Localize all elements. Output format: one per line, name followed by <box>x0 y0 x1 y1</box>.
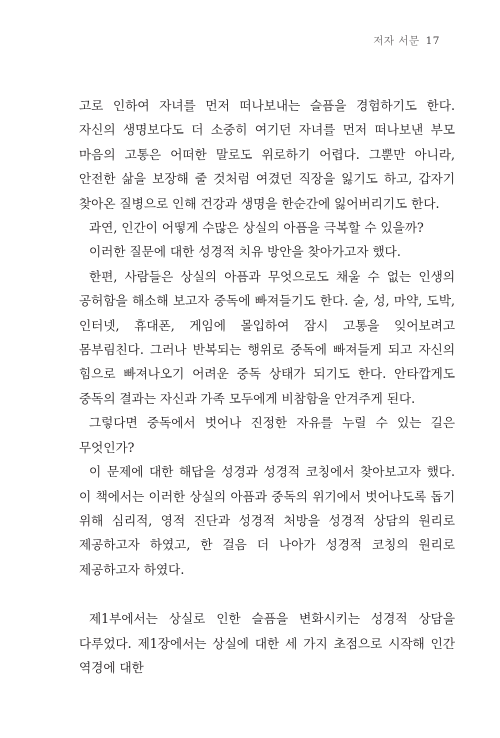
paragraph-2: 과연, 인간이 어떻게 수많은 상실의 아픔을 극복할 수 있을까? <box>89 220 424 236</box>
paragraph-5: 그렇다면 중독에서 벗어나 진정한 자유를 누릴 수 있는 길은 무엇인가? <box>79 415 455 455</box>
body-text <box>79 94 455 680</box>
paragraph-6: 이 문제에 대한 해답을 성경과 성경적 코칭에서 찾아보고자 했다. 이 책에서는 이러한 상실의 아픔과 중독의 위기에서 벗어나도록 돕기 위해 심리적, 영적 진단과 성경적 처방을 성경적 상담의 원리로 제공하고자 하였고, 한 걸음 더 나아가 성경적 코칭의 원리로 제공하고자 하였다. <box>79 464 455 577</box>
page-number: 17 <box>425 35 440 47</box>
paragraph-1: 고로 인하여 자녀를 먼저 떠나보내는 슬픔을 경험하기도 한다. 자신의 생명보다도 더 소중히 여기던 자녀를 먼저 떠나보낸 부모 마음의 고통은 어떠한 말로도 위로하기 어렵다. 그뿐만 아니라, 안전한 삶을 보장해 줄 것처럼 여겼던 직장을 잃기도 하고, 갑자기 찾아온 질병으로 인해 건강과 생명을 한순간에 잃어버리기도 한다. <box>79 98 455 211</box>
running-header <box>373 33 440 48</box>
section-title: 저자 서문 <box>373 35 420 47</box>
section-break <box>79 582 455 607</box>
paragraph-4: 한편, 사람들은 상실의 아픔과 무엇으로도 채울 수 없는 인생의 공허함을 해소해 보고자 중독에 빠져들기도 한다. 술, 성, 마약, 도박, 인터넷, 휴대폰, 게임에 몰입하여 잠시 고통을 잊어보려고 몸부림친다. 그러나 반복되는 행위로 중독에 빠져들게 되고 자신의 힘으로 빠져나오기 어려운 중독 상태가 되기도 한다. 안타깝게도 중독의 결과는 자신과 가족 모두에게 비참함을 안겨주게 된다. <box>79 268 455 406</box>
paragraph-3: 이러한 질문에 대한 성경적 치유 방안을 찾아가고자 했다. <box>89 244 401 260</box>
paragraph-7: 제1부에서는 상실로 인한 슬픔을 변화시키는 성경적 상담을 다루었다. 제1장에서는 상실에 대한 세 가지 초점으로 시작해 인간 역경에 대한 <box>79 611 455 675</box>
